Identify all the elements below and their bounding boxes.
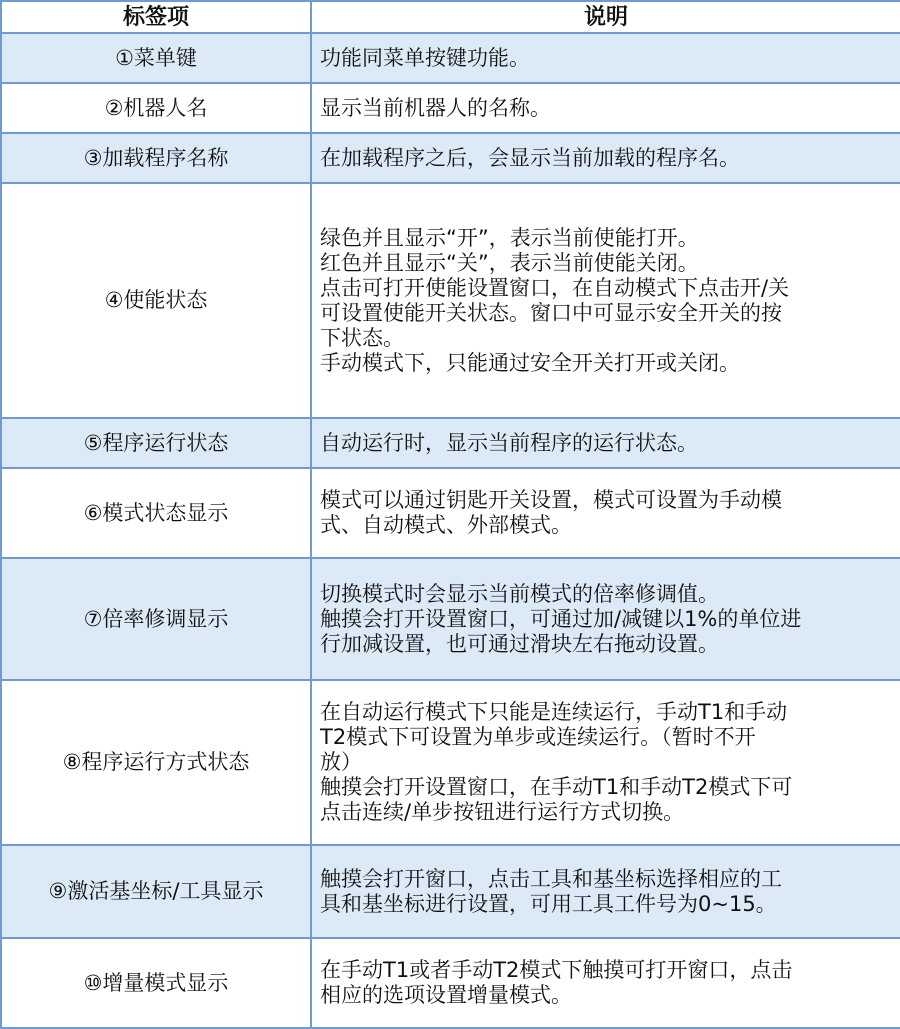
- description-line: 自动运行时，显示当前程序的运行状态。: [320, 430, 698, 455]
- description-line: 点击连续/单步按钮进行运行方式切换。: [320, 800, 685, 824]
- description-line: 点击可打开使能设置窗口，在自动模式下点击开/关: [320, 275, 790, 300]
- table-row: [1, 938, 900, 1028]
- description-line: 下状态。: [320, 325, 404, 350]
- description-line: 红色并且显示“关”，表示当前使能关闭。: [320, 250, 699, 275]
- table-row: [1, 418, 900, 468]
- header-description: 说明: [311, 1, 900, 33]
- row-label: ⑤程序运行状态: [1, 418, 311, 468]
- row-description: [311, 468, 900, 558]
- description-line: 切换模式时会显示当前模式的倍率修调值。: [320, 581, 719, 606]
- description-line: 模式可以通过钥匙开关设置，模式可设置为手动模: [320, 488, 782, 512]
- description-line: 触摸会打开设置窗口，可通过加/减键以1%的单位进: [320, 606, 802, 631]
- description-line: T2模式下可设置为单步或连续运行。（暂时不开: [320, 725, 756, 749]
- description-line: 手动模式下，只能通过安全开关打开或关闭。: [320, 350, 740, 375]
- row-label: ②机器人名: [1, 83, 311, 133]
- description-line: 触摸会打开设置窗口，在手动T1和手动T2模式下可: [320, 775, 793, 799]
- row-label: ⑥模式状态显示: [1, 468, 311, 558]
- row-description: [311, 558, 900, 680]
- row-label: ⑦倍率修调显示: [1, 558, 311, 680]
- description-line: 在手动T1或者手动T2模式下触摸可打开窗口，点击: [320, 958, 793, 982]
- table-row: [1, 845, 900, 938]
- description-line: 显示当前机器人的名称。: [320, 95, 551, 120]
- description-line: 触摸会打开窗口，点击工具和基坐标选择相应的工: [320, 866, 782, 891]
- table-row: [1, 33, 900, 83]
- table-row: [1, 183, 900, 418]
- row-description: [311, 418, 900, 468]
- table-row: [1, 468, 900, 558]
- row-label: ④使能状态: [1, 183, 311, 418]
- row-label: ①菜单键: [1, 33, 311, 83]
- row-description: [311, 33, 900, 83]
- table-row: [1, 83, 900, 133]
- description-line: 绿色并且显示“开”，表示当前使能打开。: [320, 225, 699, 250]
- description-line: 式、自动模式、外部模式。: [320, 513, 572, 537]
- description-line: 可设置使能开关状态。窗口中可显示安全开关的按: [320, 300, 782, 325]
- row-label: ③加载程序名称: [1, 133, 311, 183]
- description-line: 放）: [320, 750, 362, 774]
- description-line: 具和基坐标进行设置，可用工具工件号为0~15。: [320, 891, 777, 916]
- description-line: 在自动运行模式下只能是连续运行，手动T1和手动: [320, 700, 788, 724]
- description-line: 在加载程序之后，会显示当前加载的程序名。: [320, 145, 740, 170]
- row-description: [311, 83, 900, 133]
- header-label: 标签项: [1, 1, 311, 33]
- description-line: 功能同菜单按键功能。: [320, 45, 530, 70]
- table-row: [1, 680, 900, 845]
- description-line: 相应的选项设置增量模式。: [320, 983, 572, 1007]
- row-label: ⑧程序运行方式状态: [1, 680, 311, 845]
- row-description: [311, 133, 900, 183]
- row-label: ⑩增量模式显示: [1, 938, 311, 1028]
- row-description: [311, 680, 900, 845]
- table-row: [1, 558, 900, 680]
- row-label: ⑨激活基坐标/工具显示: [1, 845, 311, 938]
- table-row: [1, 133, 900, 183]
- row-description: [311, 183, 900, 418]
- row-description: [311, 845, 900, 938]
- description-line: 行加减设置，也可通过滑块左右拖动设置。: [320, 631, 719, 656]
- table-body: [1, 33, 900, 1028]
- row-description: [311, 938, 900, 1028]
- header-row: [1, 1, 900, 33]
